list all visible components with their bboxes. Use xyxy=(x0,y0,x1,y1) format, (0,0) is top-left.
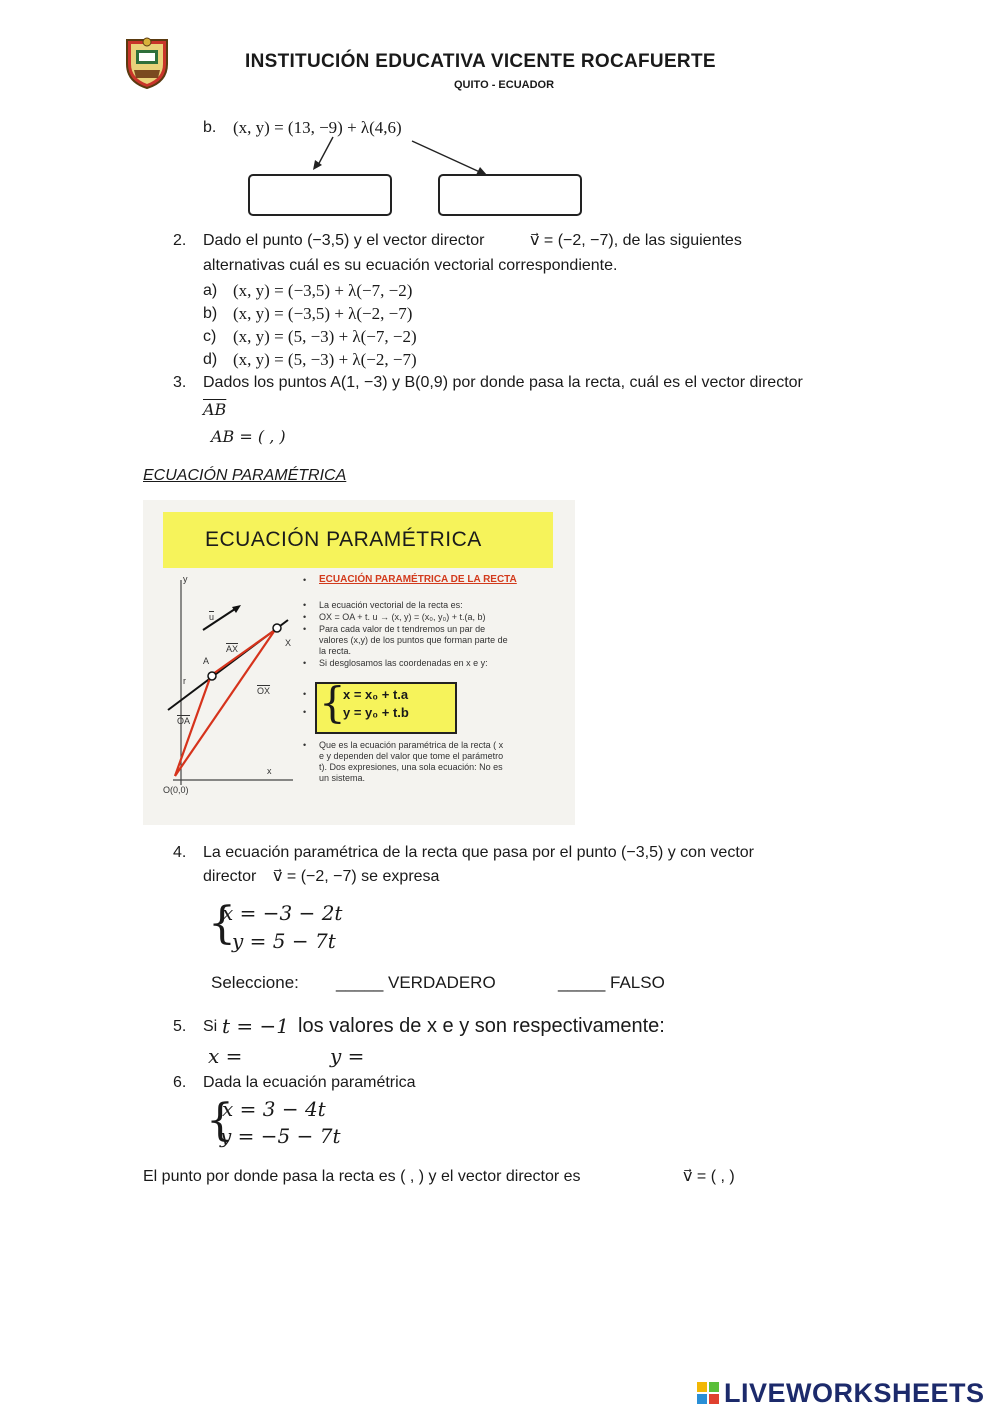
crest-icon xyxy=(122,34,172,90)
label-r: r xyxy=(183,676,186,686)
q4-option-true[interactable]: _____ VERDADERO xyxy=(336,973,496,992)
liveworksheets-icon xyxy=(696,1381,722,1409)
q2-option-a[interactable]: (x, y) = (−3,5) + λ(−7, −2) xyxy=(233,281,413,300)
q2-line2: alternativas cuál es su ecuación vectorial correspondiente. xyxy=(203,257,618,274)
label-x-axis: x xyxy=(267,766,272,776)
section-title: ECUACIÓN PARAMÉTRICA xyxy=(143,467,347,484)
q2-option-d[interactable]: (x, y) = (5, −3) + λ(−2, −7) xyxy=(233,350,417,369)
label-oa: $\overline{OA}$ xyxy=(177,716,191,726)
q5-si: Si xyxy=(203,1018,218,1035)
q4-line2b: v⃗ = (−2, −7) se expresa xyxy=(273,868,440,885)
answer-box-vector[interactable] xyxy=(438,174,582,216)
figure-bullet-3b: valores (x,y) de los puntos que forman parte de xyxy=(319,635,508,645)
figure-bullet-3a: Para cada valor de t tendremos un par de xyxy=(319,624,486,634)
q6-line1: Dada la ecuación paramétrica xyxy=(203,1074,416,1091)
q4-number: 4. xyxy=(173,844,187,861)
label-x-point: X xyxy=(285,638,292,648)
figure-heading: ECUACIÓN PARAMÉTRICA DE LA RECTA xyxy=(319,574,517,585)
q5-rest: los valores de x e y son respectivamente: xyxy=(298,1015,665,1037)
q2-option-c-label: c) xyxy=(203,328,217,345)
q4-line2a: director xyxy=(203,868,257,885)
label-origin: O(0,0) xyxy=(163,785,189,795)
item-b-label: b. xyxy=(203,119,217,136)
figure-title: ECUACIÓN PARAMÉTRICA xyxy=(205,528,482,551)
label-ox: $\overline{OX}$ xyxy=(257,686,271,696)
q2-vector: v⃗ = (−2, −7), de las siguientes xyxy=(530,232,742,249)
figure-bullet-2: OX = OA + t. u → (x, y) = (x₀, y₀) + t.(a, b) xyxy=(319,612,486,622)
school-crest xyxy=(122,34,172,90)
q3-answer[interactable]: AB = ( , ) xyxy=(211,427,286,446)
parametric-figure: ECUACIÓN PARAMÉTRICA y $\overline{u}$ X $\overline{AX}$ A r $\overline{OX}$ $\overline{OA}$ x O(0,0) • ECUACIÓN PARAMÉTRICA DE LA RECTA • La ecuación vectorial de la recta es: • OX = OA + t. u → (x, y) = (x₀, y₀) + t.(a, b) • Para cada valor de t tendremos un par de valores (x,y) de los puntos que forman parte de la recta. • Si desglosamos las coordenadas en x e y: • • { x = x₀ + t.a y = y₀ + t.b • Que es la ecuación paramétrica de la recta ( x e y dependen del valor que tome el parámetro t). Dos expresiones, una sola ecuación: No es un sistema. xyxy=(143,500,575,825)
q2-option-b-label: b) xyxy=(203,305,218,322)
q5-number: 5. xyxy=(173,1018,187,1035)
vector-diagram xyxy=(143,570,298,795)
q4-line1: La ecuación paramétrica de la recta que pasa por el punto (−3,5) y con vector xyxy=(203,844,754,861)
q5-condition: t = −1 xyxy=(222,1014,289,1038)
q6-equation-1: x = 3 − 4t xyxy=(222,1097,326,1121)
q5-x[interactable]: x = xyxy=(208,1044,243,1068)
q4-equation-2: y = 5 − 7t xyxy=(232,929,336,953)
figure-system-1: x = x₀ + t.a xyxy=(343,687,409,702)
q6-brace: { xyxy=(206,1095,234,1146)
liveworksheets-brand: LIVEWORKSHEETS xyxy=(724,1378,985,1408)
q3-ab: $\overline{AB}$ xyxy=(203,400,227,419)
final-line-vector[interactable]: v⃗ = ( , ) xyxy=(683,1168,735,1185)
figure-bullet-5c: t). Dos expresiones, una sola ecuación: No es xyxy=(319,762,503,772)
q2-line1: Dado el punto (−3,5) y el vector director xyxy=(203,232,485,249)
school-location: QUITO - ECUADOR xyxy=(454,79,555,91)
q2-option-a-label: a) xyxy=(203,282,218,299)
answer-box-point[interactable] xyxy=(248,174,392,216)
q4-option-false[interactable]: _____ FALSO xyxy=(558,973,665,992)
q2-option-b[interactable]: (x, y) = (−3,5) + λ(−2, −7) xyxy=(233,304,413,323)
figure-bullet-4: Si desglosamos las coordenadas en x e y: xyxy=(319,658,488,668)
liveworksheets-logo xyxy=(696,1378,996,1412)
q3-number: 3. xyxy=(173,374,187,391)
label-a: A xyxy=(203,656,210,666)
figure-bullet-5d: un sistema. xyxy=(319,773,366,783)
school-name: INSTITUCIÓN EDUCATIVA VICENTE ROCAFUERTE xyxy=(245,51,716,72)
figure-bullet-5a: Que es la ecuación paramétrica de la recta ( x xyxy=(319,740,504,750)
q5-y[interactable]: y = xyxy=(330,1044,365,1068)
figure-bullet-3c: la recta. xyxy=(319,646,352,656)
q2-number: 2. xyxy=(173,232,187,249)
label-y: y xyxy=(183,574,188,584)
label-ax: $\overline{AX}$ xyxy=(226,644,239,654)
system-brace: { xyxy=(319,678,346,727)
label-u: $\overline{u}$ xyxy=(209,612,215,622)
q4-select-label: Seleccione: xyxy=(211,973,299,992)
q3-line1: Dados los puntos A(1, −3) y B(0,9) por donde pasa la recta, cuál es el vector director xyxy=(203,374,803,391)
q6-number: 6. xyxy=(173,1074,187,1091)
q2-option-d-label: d) xyxy=(203,351,218,368)
final-line-point[interactable]: El punto por donde pasa la recta es ( , ) y el vector director es xyxy=(143,1168,581,1185)
figure-bullet-5b: e y dependen del valor que tome el parámetro xyxy=(319,751,504,761)
q4-equation-1: x = −3 − 2t xyxy=(222,901,343,925)
item-b-equation: (x, y) = (13, −9) + λ(4,6) xyxy=(233,118,402,137)
figure-system-2: y = y₀ + t.b xyxy=(343,705,409,720)
q4-brace: { xyxy=(208,898,236,949)
figure-bullet-1: La ecuación vectorial de la recta es: xyxy=(319,600,463,610)
q2-option-c[interactable]: (x, y) = (5, −3) + λ(−7, −2) xyxy=(233,327,417,346)
q6-equation-2: y = −5 − 7t xyxy=(220,1124,341,1148)
